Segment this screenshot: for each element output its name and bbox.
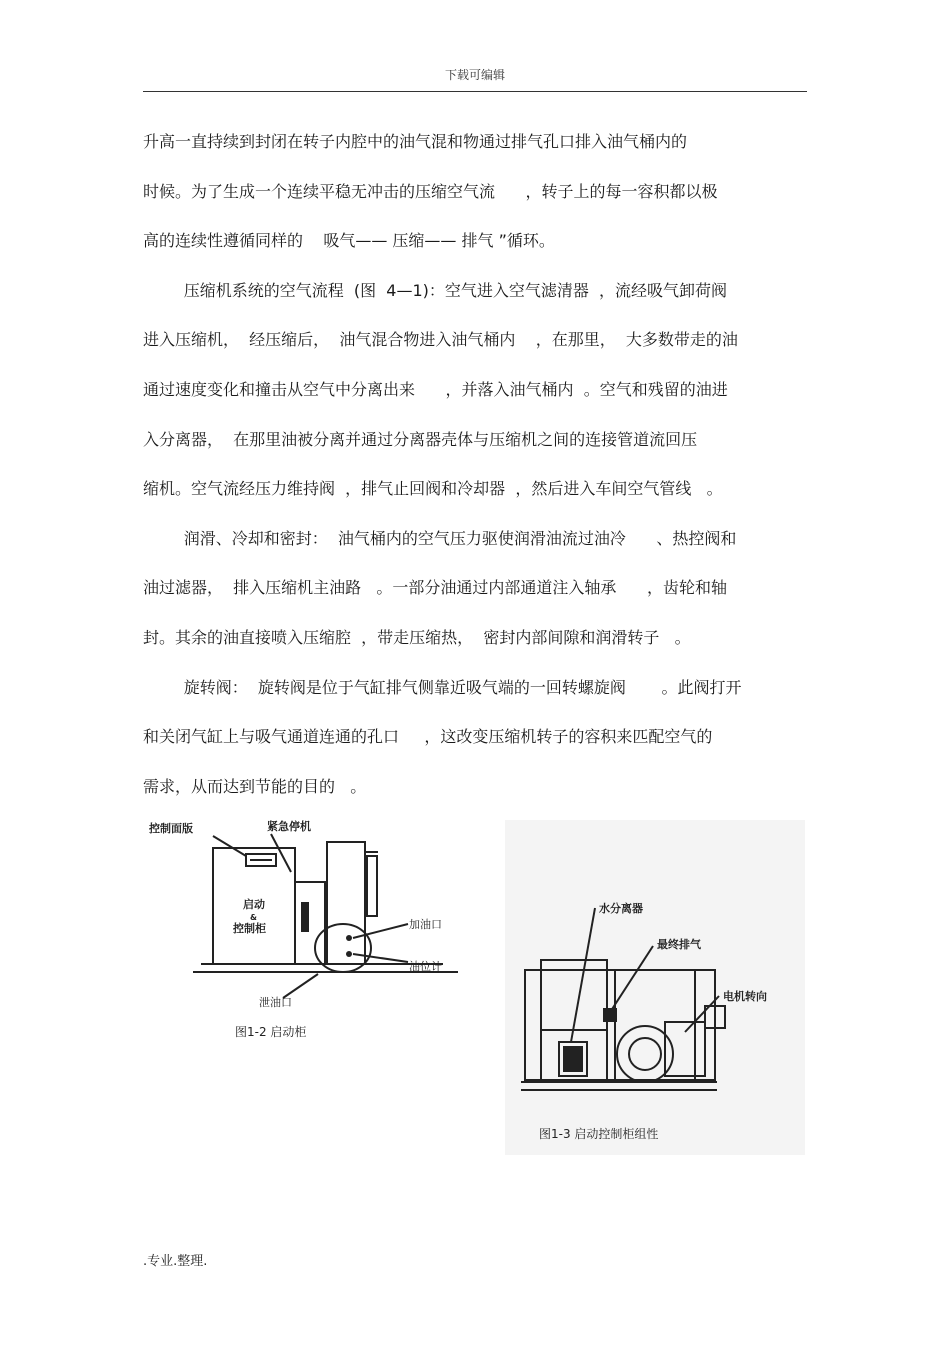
page-header: 下载可编辑: [444, 68, 505, 82]
label-water-separator: 水分离器: [599, 902, 643, 915]
header-divider: [143, 91, 807, 92]
label-cabinet-line1: 启动: [243, 898, 265, 911]
text-line: 封。其余的油直接喷入压缩腔 ，带走压缩热， 密封内部间隙和润滑转子 。: [143, 627, 691, 647]
text-line: 缩机。空气流经压力维持阀 ，排气止回阀和冷却器 ，然后进入车间空气管线 。: [143, 479, 723, 499]
text-line: 时候。为了生成一个连续平稳无冲击的压缩空气流 ，转子上的每一容积都以极: [143, 181, 718, 201]
label-motor-rotation: 电机转向: [723, 990, 767, 1003]
figure1-caption: 图1-2 启动柜: [235, 1025, 307, 1039]
text-line: 高的连续性遵循同样的 吸气—— 压缩—— 排气 ”循环。: [143, 231, 555, 251]
label-oil-drain: 泄油口: [259, 996, 292, 1009]
label-final-exhaust: 最终排气: [657, 938, 701, 951]
text-line: 入分离器， 在那里油被分离并通过分离器壳体与压缩机之间的连接管道流回压: [143, 429, 698, 449]
body-text: [143, 124, 807, 818]
label-cabinet-line2: &: [250, 913, 257, 922]
label-oil-level: 油位计: [409, 960, 442, 973]
text-line: 通过速度变化和撞击从空气中分离出来 ，并落入油气桶内 。空气和残留的油进: [143, 379, 728, 399]
text-line: 升高一直持续到封闭在转子内腔中的油气混和物通过排气孔口排入油气桶内的: [143, 132, 688, 151]
figure-start-cabinet: [143, 812, 473, 1047]
text-line: 油过滤器， 排入压缩机主油路 。一部分油通过内部通道注入轴承 ，齿轮和轴: [143, 578, 727, 598]
text-line: 旋转阀： 旋转阀是位于气缸排气侧靠近吸气端的一回转螺旋阀 。此阀打开: [143, 677, 742, 697]
page-footer: .专业.整理.: [143, 1254, 208, 1269]
figure2-caption: 图1-3 启动控制柜组性: [539, 1127, 659, 1141]
label-emergency-stop: 紧急停机: [267, 820, 311, 833]
text-line: 润滑、冷却和密封： 油气桶内的空气压力驱使润滑油流过油冷 、热控阀和: [143, 528, 737, 548]
text-line: 和关闭气缸上与吸气通道连通的孔口 ，这改变压缩机转子的容积来匹配空气的: [143, 727, 713, 747]
label-cabinet-line3: 控制柜: [233, 922, 266, 935]
text-line: 进入压缩机， 经压缩后， 油气混合物进入油气桶内 ，在那里， 大多数带走的油: [143, 330, 738, 350]
figure-control-cabinet-assembly: [505, 820, 805, 1155]
text-line: 压缩机系统的空气流程 (图 4—1)：空气进入空气滤清器 ，流经吸气卸荷阀: [143, 280, 728, 300]
text-line: 需求，从而达到节能的目的 。: [143, 776, 367, 796]
label-oil-fill: 加油口: [409, 918, 442, 931]
label-control-panel: 控制面版: [149, 822, 193, 835]
